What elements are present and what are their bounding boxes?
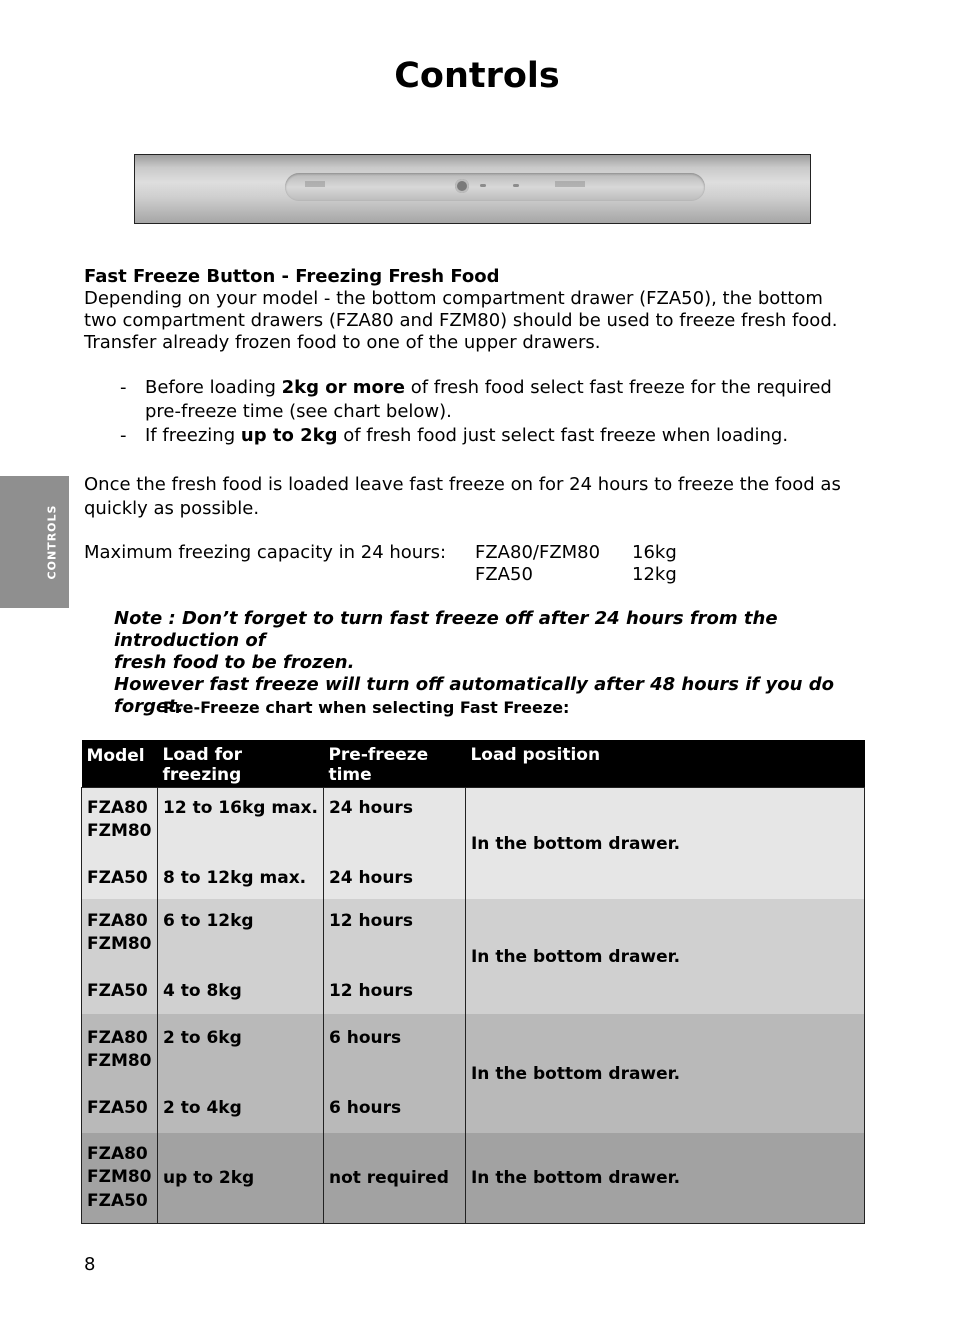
capacity-model: FZA80/FZM80	[475, 542, 601, 563]
time-cell	[323, 788, 465, 899]
time-value	[329, 820, 460, 844]
time-value	[329, 957, 460, 981]
position-cell: In the bottom drawer.	[465, 1014, 865, 1133]
column-header: Load position	[465, 740, 865, 788]
table-row	[82, 899, 866, 1014]
load-value	[163, 820, 318, 844]
model-cell	[82, 1133, 158, 1223]
section-side-tab	[0, 476, 69, 608]
bullet-text: Before loading	[145, 377, 282, 398]
bullet-text-line2: pre-freeze time (see chart below).	[145, 401, 452, 422]
model-name: FZA80	[87, 910, 148, 931]
capacity-label: Maximum freezing capacity in 24 hours:	[84, 542, 447, 563]
time-value: 6 hours	[328, 1027, 402, 1048]
intro-line: two compartment drawers (FZA80 and FZM80) should be used to freeze fresh food.	[84, 310, 838, 331]
page-number: 8	[84, 1254, 96, 1275]
note-line: fresh food to be frozen.	[114, 652, 355, 673]
load-value: 4 to 8kg	[163, 981, 242, 1001]
time-value: 12 hours	[328, 981, 413, 1001]
paragraph-line: Once the fresh food is loaded leave fast freeze on for 24 hours to freeze the food as	[84, 474, 841, 495]
table-row	[82, 1014, 866, 1133]
table-row	[82, 1133, 866, 1223]
panel-marking	[555, 181, 585, 187]
time-value: 6 hours	[328, 1098, 402, 1118]
load-cell: up to 2kg	[158, 1133, 324, 1223]
load-value	[163, 1050, 318, 1074]
bullet-text: of fresh food just select fast freeze when loading.	[337, 425, 789, 446]
model-name: FZA50	[87, 1190, 148, 1211]
load-value: 2 to 4kg	[163, 1098, 242, 1118]
bullet-item	[120, 424, 860, 448]
indicator-light	[480, 184, 486, 187]
column-header: Model	[82, 740, 158, 788]
load-value	[163, 957, 318, 981]
capacity-value: 16kg	[632, 542, 677, 563]
model-name: FZM80	[87, 934, 152, 954]
load-value	[163, 844, 318, 868]
intro-line: Depending on your model - the bottom compartment drawer (FZA50), the bottom	[84, 288, 823, 309]
model-name: FZA50	[87, 1098, 148, 1118]
model-name: FZA80	[87, 1143, 148, 1164]
model-name	[87, 844, 152, 868]
page-title: Controls	[394, 56, 560, 96]
intro-line: Transfer already frozen food to one of the upper drawers.	[84, 332, 601, 353]
bullet-emphasis: up to 2kg	[240, 425, 338, 446]
bullet-item	[120, 376, 860, 424]
panel-marking	[305, 181, 325, 187]
model-name: FZA80	[87, 797, 148, 818]
section-heading: Fast Freeze Button - Freezing Fresh Food	[84, 266, 500, 287]
chart-title: Pre-Freeze chart when selecting Fast Freeze:	[163, 698, 570, 717]
capacity-value: 12kg	[632, 564, 677, 585]
table-row	[82, 788, 866, 899]
load-cell	[158, 788, 324, 899]
capacity-model: FZA50	[475, 564, 533, 585]
note-line: However fast freeze will turn off automatically after 48 hours if you do forget.	[114, 674, 834, 717]
model-name: FZM80	[87, 1051, 152, 1071]
load-value	[163, 933, 318, 957]
table-header-row	[82, 740, 866, 788]
time-value: 12 hours	[328, 910, 413, 931]
load-value: 12 to 16kg max.	[163, 797, 318, 818]
load-cell	[158, 1014, 324, 1133]
time-cell	[323, 1014, 465, 1133]
model-name: FZA50	[87, 981, 148, 1001]
model-name: FZM80	[87, 821, 152, 841]
load-value	[163, 1074, 318, 1098]
time-value	[329, 844, 460, 868]
load-cell	[158, 899, 324, 1014]
model-name	[87, 1074, 152, 1098]
model-cell	[82, 899, 158, 1014]
model-name: FZA50	[87, 868, 148, 888]
indicator-light	[513, 184, 519, 187]
time-value	[329, 933, 460, 957]
bullet-dash: -	[120, 425, 127, 446]
time-value	[329, 1050, 460, 1074]
position-cell: In the bottom drawer.	[465, 1133, 865, 1223]
model-name: FZA80	[87, 1027, 148, 1048]
bullet-text: of fresh food select fast freeze for the required	[404, 377, 832, 398]
column-header: Pre-freeze time	[323, 740, 465, 788]
side-tab-label: CONTROLS	[45, 504, 59, 580]
control-strip	[285, 173, 705, 201]
load-value: 2 to 6kg	[163, 1027, 242, 1048]
model-name: FZM80	[87, 1167, 152, 1188]
bullet-emphasis: 2kg or more	[281, 377, 405, 398]
paragraph-line: quickly as possible.	[84, 498, 260, 519]
column-header: Load for freezing	[158, 740, 324, 788]
control-panel-photo	[134, 154, 811, 224]
model-cell	[82, 1014, 158, 1133]
time-value: 24 hours	[328, 868, 413, 888]
time-cell: not required	[323, 1133, 465, 1223]
position-cell: In the bottom drawer.	[465, 899, 865, 1014]
bullet-dash: -	[120, 377, 127, 398]
pre-freeze-table	[81, 740, 865, 1223]
time-value: 24 hours	[328, 797, 413, 818]
time-value	[329, 1074, 460, 1098]
time-cell	[323, 899, 465, 1014]
fast-freeze-button-image	[455, 179, 469, 193]
note-line: Note : Don’t forget to turn fast freeze off after 24 hours from the introduction of	[114, 608, 778, 651]
model-name	[87, 957, 152, 981]
bullet-text: If freezing	[145, 425, 241, 446]
load-value: 6 to 12kg	[163, 910, 254, 931]
model-cell	[82, 788, 158, 899]
position-cell: In the bottom drawer.	[465, 788, 865, 899]
load-value: 8 to 12kg max.	[163, 868, 307, 888]
